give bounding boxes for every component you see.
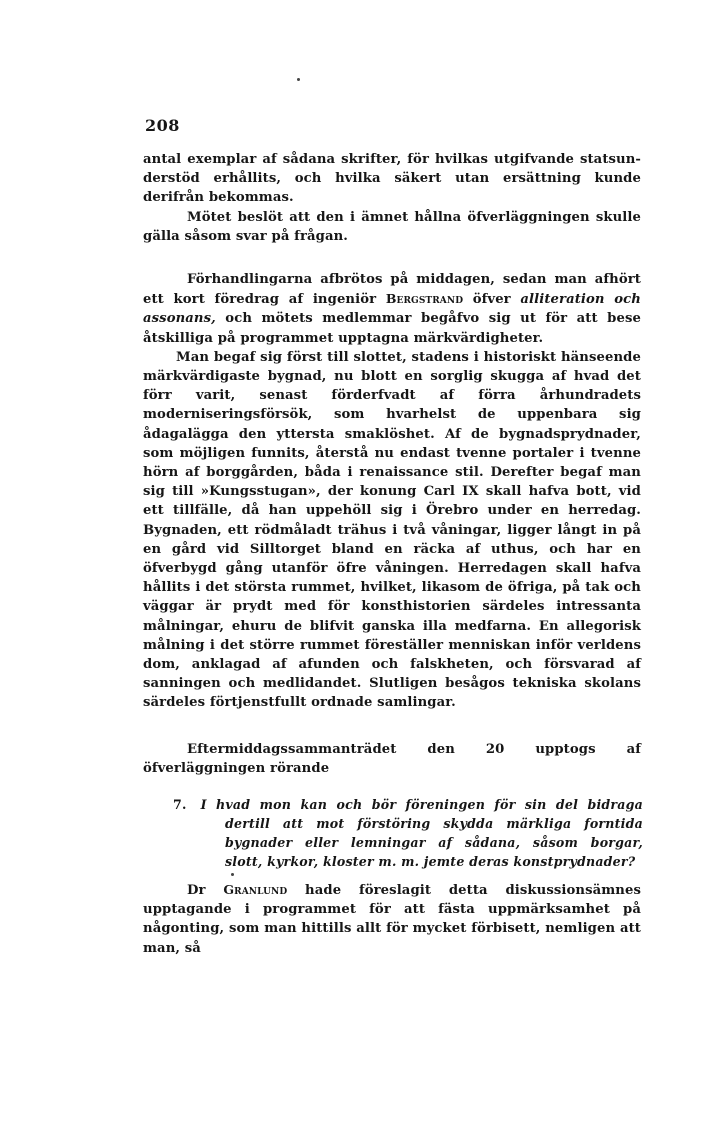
paragraph: Eftermiddagssammanträdet den 20 upptogs af öfverläggningen rörande — [143, 742, 641, 777]
text-run: öfver — [463, 292, 521, 308]
paragraph-block-3 — [143, 740, 641, 778]
question-text: I hvad mon kan och bör föreningen för sin del bidraga — [200, 797, 643, 812]
paragraph-block-1 — [143, 150, 641, 246]
question-line — [173, 795, 643, 814]
specks — [297, 78, 300, 81]
italic-title: alliteration och assonans, — [143, 292, 641, 327]
paragraph-block-4 — [143, 880, 641, 958]
person-name: Granlund — [223, 882, 288, 897]
question-item — [173, 795, 643, 871]
specks — [231, 873, 234, 876]
text-run: Dr — [187, 883, 224, 898]
text-run: och mötets medlemmar begåfvo sig ut för att bese åtskilliga på programmet upptagna märkvärdigheter. — [143, 311, 641, 346]
question-line: bygnader eller lemningar af sådana, såsom borgar, — [225, 835, 643, 850]
text-run: hade föreslagit detta diskussionsämnes upptagande i programmet för att fästa uppmärksamhet på någonting, som man hittills allt för mycket förbisett, nemligen att man, så — [143, 883, 642, 956]
person-name: Bergstrand — [385, 291, 464, 307]
paragraph — [143, 270, 641, 348]
page-number: 208 — [145, 116, 180, 135]
paragraph — [143, 880, 641, 958]
question-line: dertill att mot förstöring skydda märkliga forntida — [225, 816, 643, 831]
paragraph: antal exemplar af sådana skrifter, för hvilkas utgifvande statsun-derstöd erhållits, och hvilka säkert utan ersättning kunde derifrån bekommas. — [143, 152, 641, 206]
paragraph: Mötet beslöt att den i ämnet hållna öfverläggningen skulle gälla såsom svar på frågan. — [143, 209, 641, 244]
question-number: 7. — [173, 797, 187, 812]
paragraph-block-2 — [143, 270, 641, 713]
text-run: Förhandlingarna afbrötos på middagen, sedan man afhört ett kort föredrag af ingeniör — [143, 272, 641, 308]
question-line: slott, kyrkor, kloster m. m. jemte deras konstprydnader? — [225, 854, 636, 869]
paragraph: Man begaf sig först till slottet, stadens i historiskt hänseende märkvärdigaste bygnad, nu blott en sorglig skugga af hvad det förr varit, senast förderfvadt af förra århundradets moderniseringsförsök, som hvarhelst de uppenbara sig ådagalägga den yttersta smaklöshet. Af de bygnadsprydnader, som möjligen funnits, återstå nu endast tvenne portaler i tvenne hörn af borggården, båda i renaissance stil. Derefter begaf man sig till »Kungsstugan», der konung Carl IX skall hafva bott, vid ett tillfälle, då han uppehöll sig i Örebro under en herredag. Bygnaden, ett rödmåladt trähus i två våningar, ligger långt in på en gård vid Silltorget bland en räcka af uthus, och har en öfverbygd gång utanför öfre våningen. Herredagen skall hafva hållits i det största rummet, hvilket, likasom de öfriga, på tak och väggar är prydt med för konsthistorien särdeles intressanta målningar, ehuru de blifvit ganska illa medfarna. En allegorisk målning i det större rummet föreställer menniskan inför verldens dom, anklagad af afunden och falskheten, och försvarad af sanningen och medlidandet. Slutligen besågos tekniska skolans särdeles förtjenstfullt ordnade samlingar. — [143, 349, 641, 711]
